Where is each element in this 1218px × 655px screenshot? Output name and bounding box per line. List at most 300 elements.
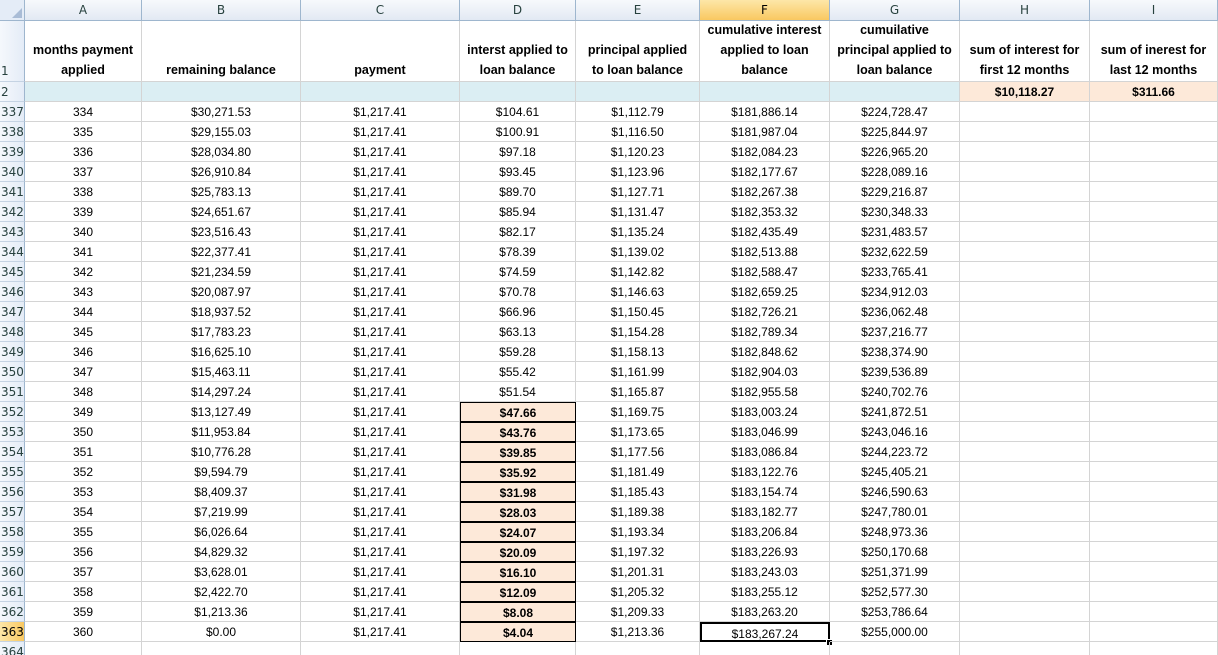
- cell-d-359[interactable]: $20.09: [460, 542, 576, 562]
- cell-e-345[interactable]: $1,142.82: [576, 262, 700, 282]
- cell-b-363[interactable]: $0.00: [142, 622, 301, 642]
- cell-g-344[interactable]: $232,622.59: [830, 242, 960, 262]
- cell-i-345[interactable]: [1090, 262, 1218, 282]
- cell-b-339[interactable]: $28,034.80: [142, 142, 301, 162]
- cell-f-360[interactable]: $183,243.03: [700, 562, 830, 582]
- cell-d-353[interactable]: $43.76: [460, 422, 576, 442]
- row-header-358[interactable]: 358: [0, 522, 25, 542]
- cell-g-347[interactable]: $236,062.48: [830, 302, 960, 322]
- column-header-b[interactable]: B: [142, 0, 301, 21]
- cell-a-341[interactable]: 338: [25, 182, 142, 202]
- cell-h-348[interactable]: [960, 322, 1090, 342]
- cell-g-359[interactable]: $250,170.68: [830, 542, 960, 562]
- column-header-d[interactable]: D: [460, 0, 576, 21]
- row-header-356[interactable]: 356: [0, 482, 25, 502]
- cell-g-361[interactable]: $252,577.30: [830, 582, 960, 602]
- cell-d-345[interactable]: $74.59: [460, 262, 576, 282]
- cell-a-354[interactable]: 351: [25, 442, 142, 462]
- cell-d-341[interactable]: $89.70: [460, 182, 576, 202]
- cell-i-349[interactable]: [1090, 342, 1218, 362]
- cell-e-357[interactable]: $1,189.38: [576, 502, 700, 522]
- row-header-361[interactable]: 361: [0, 582, 25, 602]
- row-header-355[interactable]: 355: [0, 462, 25, 482]
- cell-d-351[interactable]: $51.54: [460, 382, 576, 402]
- cell-e-347[interactable]: $1,150.45: [576, 302, 700, 322]
- cell-a-339[interactable]: 336: [25, 142, 142, 162]
- cell-d-348[interactable]: $63.13: [460, 322, 576, 342]
- cell-h-357[interactable]: [960, 502, 1090, 522]
- cell-e-350[interactable]: $1,161.99: [576, 362, 700, 382]
- cell-f-355[interactable]: $183,122.76: [700, 462, 830, 482]
- cell-d-354[interactable]: $39.85: [460, 442, 576, 462]
- cell-e-337[interactable]: $1,112.79: [576, 102, 700, 122]
- cell-f-344[interactable]: $182,513.88: [700, 242, 830, 262]
- cell-f-338[interactable]: $181,987.04: [700, 122, 830, 142]
- cell-b-355[interactable]: $9,594.79: [142, 462, 301, 482]
- band-cell-b[interactable]: [142, 82, 301, 102]
- cell-h-362[interactable]: [960, 602, 1090, 622]
- cell-c-350[interactable]: $1,217.41: [301, 362, 460, 382]
- row-header-2[interactable]: 2: [0, 82, 25, 102]
- cell-a-350[interactable]: 347: [25, 362, 142, 382]
- row-header-346[interactable]: 346: [0, 282, 25, 302]
- cell-a-364[interactable]: [25, 642, 142, 655]
- cell-a-361[interactable]: 358: [25, 582, 142, 602]
- cell-e-361[interactable]: $1,205.32: [576, 582, 700, 602]
- cell-i-353[interactable]: [1090, 422, 1218, 442]
- cell-a-360[interactable]: 357: [25, 562, 142, 582]
- cell-i-347[interactable]: [1090, 302, 1218, 322]
- row-header-337[interactable]: 337: [0, 102, 25, 122]
- band-cell-a[interactable]: [25, 82, 142, 102]
- cell-e-339[interactable]: $1,120.23: [576, 142, 700, 162]
- cell-a-337[interactable]: 334: [25, 102, 142, 122]
- cell-g-356[interactable]: $246,590.63: [830, 482, 960, 502]
- cell-a-352[interactable]: 349: [25, 402, 142, 422]
- cell-f-363[interactable]: $183,267.24: [700, 622, 830, 642]
- cell-f-351[interactable]: $182,955.58: [700, 382, 830, 402]
- cell-b-364[interactable]: [142, 642, 301, 655]
- cell-i-355[interactable]: [1090, 462, 1218, 482]
- cell-c-361[interactable]: $1,217.41: [301, 582, 460, 602]
- cell-b-356[interactable]: $8,409.37: [142, 482, 301, 502]
- last-12-months-interest-sum[interactable]: $311.66: [1090, 82, 1218, 102]
- cell-i-348[interactable]: [1090, 322, 1218, 342]
- cell-i-340[interactable]: [1090, 162, 1218, 182]
- cell-b-361[interactable]: $2,422.70: [142, 582, 301, 602]
- cell-g-358[interactable]: $248,973.36: [830, 522, 960, 542]
- column-header-g[interactable]: G: [830, 0, 960, 21]
- cell-c-354[interactable]: $1,217.41: [301, 442, 460, 462]
- cell-c-339[interactable]: $1,217.41: [301, 142, 460, 162]
- cell-a-343[interactable]: 340: [25, 222, 142, 242]
- row-header-364[interactable]: 364: [0, 642, 25, 655]
- cell-a-348[interactable]: 345: [25, 322, 142, 342]
- row-header-354[interactable]: 354: [0, 442, 25, 462]
- cell-a-340[interactable]: 337: [25, 162, 142, 182]
- row-header-342[interactable]: 342: [0, 202, 25, 222]
- header-cell-i[interactable]: [1090, 21, 1218, 82]
- row-header-353[interactable]: 353: [0, 422, 25, 442]
- cell-i-363[interactable]: [1090, 622, 1218, 642]
- cell-d-340[interactable]: $93.45: [460, 162, 576, 182]
- column-header-a[interactable]: A: [25, 0, 142, 21]
- cell-b-349[interactable]: $16,625.10: [142, 342, 301, 362]
- cell-c-344[interactable]: $1,217.41: [301, 242, 460, 262]
- cell-g-355[interactable]: $245,405.21: [830, 462, 960, 482]
- cell-f-352[interactable]: $183,003.24: [700, 402, 830, 422]
- cell-i-354[interactable]: [1090, 442, 1218, 462]
- cell-f-348[interactable]: $182,789.34: [700, 322, 830, 342]
- cell-e-340[interactable]: $1,123.96: [576, 162, 700, 182]
- cell-a-353[interactable]: 350: [25, 422, 142, 442]
- cell-i-339[interactable]: [1090, 142, 1218, 162]
- cell-d-346[interactable]: $70.78: [460, 282, 576, 302]
- cell-c-342[interactable]: $1,217.41: [301, 202, 460, 222]
- column-header-c[interactable]: C: [301, 0, 460, 21]
- cell-c-358[interactable]: $1,217.41: [301, 522, 460, 542]
- cell-a-359[interactable]: 356: [25, 542, 142, 562]
- cell-h-344[interactable]: [960, 242, 1090, 262]
- cell-e-363[interactable]: $1,213.36: [576, 622, 700, 642]
- cell-g-357[interactable]: $247,780.01: [830, 502, 960, 522]
- cell-g-342[interactable]: $230,348.33: [830, 202, 960, 222]
- cell-a-347[interactable]: 344: [25, 302, 142, 322]
- cell-c-364[interactable]: [301, 642, 460, 655]
- cell-e-358[interactable]: $1,193.34: [576, 522, 700, 542]
- cell-b-352[interactable]: $13,127.49: [142, 402, 301, 422]
- cell-g-345[interactable]: $233,765.41: [830, 262, 960, 282]
- select-all-corner[interactable]: [0, 0, 25, 21]
- cell-i-364[interactable]: [1090, 642, 1218, 655]
- cell-e-346[interactable]: $1,146.63: [576, 282, 700, 302]
- cell-g-363[interactable]: $255,000.00: [830, 622, 960, 642]
- cell-h-360[interactable]: [960, 562, 1090, 582]
- row-header-363[interactable]: 363: [0, 622, 25, 642]
- cell-e-351[interactable]: $1,165.87: [576, 382, 700, 402]
- band-cell-f[interactable]: [700, 82, 830, 102]
- cell-e-343[interactable]: $1,135.24: [576, 222, 700, 242]
- cell-g-350[interactable]: $239,536.89: [830, 362, 960, 382]
- cell-d-343[interactable]: $82.17: [460, 222, 576, 242]
- cell-h-338[interactable]: [960, 122, 1090, 142]
- cell-d-364[interactable]: [460, 642, 576, 655]
- cell-h-355[interactable]: [960, 462, 1090, 482]
- cell-f-364[interactable]: [700, 642, 830, 655]
- cell-f-350[interactable]: $182,904.03: [700, 362, 830, 382]
- cell-c-353[interactable]: $1,217.41: [301, 422, 460, 442]
- cell-d-358[interactable]: $24.07: [460, 522, 576, 542]
- cell-d-352[interactable]: $47.66: [460, 402, 576, 422]
- cell-b-345[interactable]: $21,234.59: [142, 262, 301, 282]
- header-cell-f[interactable]: [700, 21, 830, 82]
- column-header-i[interactable]: I: [1090, 0, 1218, 21]
- cell-i-357[interactable]: [1090, 502, 1218, 522]
- cell-h-349[interactable]: [960, 342, 1090, 362]
- cell-a-338[interactable]: 335: [25, 122, 142, 142]
- cell-d-338[interactable]: $100.91: [460, 122, 576, 142]
- cell-e-360[interactable]: $1,201.31: [576, 562, 700, 582]
- cell-f-362[interactable]: $183,263.20: [700, 602, 830, 622]
- cell-h-346[interactable]: [960, 282, 1090, 302]
- first-12-months-interest-sum[interactable]: $10,118.27: [960, 82, 1090, 102]
- cell-g-352[interactable]: $241,872.51: [830, 402, 960, 422]
- cell-a-349[interactable]: 346: [25, 342, 142, 362]
- cell-c-345[interactable]: $1,217.41: [301, 262, 460, 282]
- cell-b-341[interactable]: $25,783.13: [142, 182, 301, 202]
- row-header-348[interactable]: 348: [0, 322, 25, 342]
- cell-i-351[interactable]: [1090, 382, 1218, 402]
- cell-a-345[interactable]: 342: [25, 262, 142, 282]
- row-header-360[interactable]: 360: [0, 562, 25, 582]
- row-header-347[interactable]: 347: [0, 302, 25, 322]
- row-header-345[interactable]: 345: [0, 262, 25, 282]
- row-header-343[interactable]: 343: [0, 222, 25, 242]
- cell-b-360[interactable]: $3,628.01: [142, 562, 301, 582]
- cell-g-341[interactable]: $229,216.87: [830, 182, 960, 202]
- row-header-1[interactable]: 1: [0, 21, 25, 82]
- cell-d-356[interactable]: $31.98: [460, 482, 576, 502]
- cell-h-358[interactable]: [960, 522, 1090, 542]
- cell-b-357[interactable]: $7,219.99: [142, 502, 301, 522]
- cell-f-341[interactable]: $182,267.38: [700, 182, 830, 202]
- cell-c-357[interactable]: $1,217.41: [301, 502, 460, 522]
- cell-f-357[interactable]: $183,182.77: [700, 502, 830, 522]
- cell-b-346[interactable]: $20,087.97: [142, 282, 301, 302]
- cell-c-341[interactable]: $1,217.41: [301, 182, 460, 202]
- cell-e-359[interactable]: $1,197.32: [576, 542, 700, 562]
- cell-d-363[interactable]: $4.04: [460, 622, 576, 642]
- cell-i-356[interactable]: [1090, 482, 1218, 502]
- column-header-h[interactable]: H: [960, 0, 1090, 21]
- cell-h-341[interactable]: [960, 182, 1090, 202]
- header-cell-a[interactable]: [25, 21, 142, 82]
- cell-h-359[interactable]: [960, 542, 1090, 562]
- cell-b-351[interactable]: $14,297.24: [142, 382, 301, 402]
- band-cell-e[interactable]: [576, 82, 700, 102]
- header-cell-b[interactable]: [142, 21, 301, 82]
- cell-d-360[interactable]: $16.10: [460, 562, 576, 582]
- cell-c-356[interactable]: $1,217.41: [301, 482, 460, 502]
- cell-g-353[interactable]: $243,046.16: [830, 422, 960, 442]
- cell-f-340[interactable]: $182,177.67: [700, 162, 830, 182]
- cell-d-342[interactable]: $85.94: [460, 202, 576, 222]
- cell-b-353[interactable]: $11,953.84: [142, 422, 301, 442]
- row-header-344[interactable]: 344: [0, 242, 25, 262]
- cell-f-356[interactable]: $183,154.74: [700, 482, 830, 502]
- cell-f-361[interactable]: $183,255.12: [700, 582, 830, 602]
- cell-e-341[interactable]: $1,127.71: [576, 182, 700, 202]
- cell-h-354[interactable]: [960, 442, 1090, 462]
- cell-d-349[interactable]: $59.28: [460, 342, 576, 362]
- cell-g-349[interactable]: $238,374.90: [830, 342, 960, 362]
- cell-g-362[interactable]: $253,786.64: [830, 602, 960, 622]
- row-header-357[interactable]: 357: [0, 502, 25, 522]
- cell-a-351[interactable]: 348: [25, 382, 142, 402]
- header-cell-h[interactable]: [960, 21, 1090, 82]
- cell-f-343[interactable]: $182,435.49: [700, 222, 830, 242]
- cell-i-341[interactable]: [1090, 182, 1218, 202]
- cell-a-346[interactable]: 343: [25, 282, 142, 302]
- cell-a-363[interactable]: 360: [25, 622, 142, 642]
- header-cell-c[interactable]: [301, 21, 460, 82]
- cell-d-357[interactable]: $28.03: [460, 502, 576, 522]
- cell-a-356[interactable]: 353: [25, 482, 142, 502]
- cell-i-358[interactable]: [1090, 522, 1218, 542]
- cell-c-351[interactable]: $1,217.41: [301, 382, 460, 402]
- cell-h-351[interactable]: [960, 382, 1090, 402]
- cell-b-359[interactable]: $4,829.32: [142, 542, 301, 562]
- cell-c-347[interactable]: $1,217.41: [301, 302, 460, 322]
- cell-f-359[interactable]: $183,226.93: [700, 542, 830, 562]
- cell-c-338[interactable]: $1,217.41: [301, 122, 460, 142]
- cell-h-337[interactable]: [960, 102, 1090, 122]
- row-header-352[interactable]: 352: [0, 402, 25, 422]
- header-cell-e[interactable]: [576, 21, 700, 82]
- cell-h-364[interactable]: [960, 642, 1090, 655]
- cell-f-339[interactable]: $182,084.23: [700, 142, 830, 162]
- cell-g-340[interactable]: $228,089.16: [830, 162, 960, 182]
- cell-g-351[interactable]: $240,702.76: [830, 382, 960, 402]
- cell-b-343[interactable]: $23,516.43: [142, 222, 301, 242]
- cell-d-350[interactable]: $55.42: [460, 362, 576, 382]
- row-header-350[interactable]: 350: [0, 362, 25, 382]
- cell-e-355[interactable]: $1,181.49: [576, 462, 700, 482]
- cell-e-344[interactable]: $1,139.02: [576, 242, 700, 262]
- column-header-e[interactable]: E: [576, 0, 700, 21]
- cell-b-358[interactable]: $6,026.64: [142, 522, 301, 542]
- cell-d-337[interactable]: $104.61: [460, 102, 576, 122]
- cell-e-356[interactable]: $1,185.43: [576, 482, 700, 502]
- cell-g-343[interactable]: $231,483.57: [830, 222, 960, 242]
- cell-i-352[interactable]: [1090, 402, 1218, 422]
- row-header-351[interactable]: 351: [0, 382, 25, 402]
- row-header-338[interactable]: 338: [0, 122, 25, 142]
- cell-e-349[interactable]: $1,158.13: [576, 342, 700, 362]
- cell-c-362[interactable]: $1,217.41: [301, 602, 460, 622]
- cell-a-342[interactable]: 339: [25, 202, 142, 222]
- cell-c-348[interactable]: $1,217.41: [301, 322, 460, 342]
- cell-h-343[interactable]: [960, 222, 1090, 242]
- cell-f-346[interactable]: $182,659.25: [700, 282, 830, 302]
- cell-c-349[interactable]: $1,217.41: [301, 342, 460, 362]
- cell-b-348[interactable]: $17,783.23: [142, 322, 301, 342]
- cell-b-350[interactable]: $15,463.11: [142, 362, 301, 382]
- column-header-f[interactable]: F: [700, 0, 830, 21]
- cell-c-355[interactable]: $1,217.41: [301, 462, 460, 482]
- cell-i-359[interactable]: [1090, 542, 1218, 562]
- cell-f-354[interactable]: $183,086.84: [700, 442, 830, 462]
- band-cell-d[interactable]: [460, 82, 576, 102]
- cell-h-361[interactable]: [960, 582, 1090, 602]
- cell-c-359[interactable]: $1,217.41: [301, 542, 460, 562]
- row-header-359[interactable]: 359: [0, 542, 25, 562]
- cell-b-338[interactable]: $29,155.03: [142, 122, 301, 142]
- cell-b-344[interactable]: $22,377.41: [142, 242, 301, 262]
- cell-c-343[interactable]: $1,217.41: [301, 222, 460, 242]
- cell-i-342[interactable]: [1090, 202, 1218, 222]
- cell-i-350[interactable]: [1090, 362, 1218, 382]
- cell-h-340[interactable]: [960, 162, 1090, 182]
- cell-a-355[interactable]: 352: [25, 462, 142, 482]
- cell-g-354[interactable]: $244,223.72: [830, 442, 960, 462]
- cell-g-346[interactable]: $234,912.03: [830, 282, 960, 302]
- cell-h-345[interactable]: [960, 262, 1090, 282]
- cell-c-363[interactable]: $1,217.41: [301, 622, 460, 642]
- cell-e-364[interactable]: [576, 642, 700, 655]
- cell-a-362[interactable]: 359: [25, 602, 142, 622]
- cell-g-348[interactable]: $237,216.77: [830, 322, 960, 342]
- cell-e-353[interactable]: $1,173.65: [576, 422, 700, 442]
- cell-h-353[interactable]: [960, 422, 1090, 442]
- cell-b-342[interactable]: $24,651.67: [142, 202, 301, 222]
- cell-b-340[interactable]: $26,910.84: [142, 162, 301, 182]
- cell-d-339[interactable]: $97.18: [460, 142, 576, 162]
- cell-c-337[interactable]: $1,217.41: [301, 102, 460, 122]
- cell-h-350[interactable]: [960, 362, 1090, 382]
- cell-d-344[interactable]: $78.39: [460, 242, 576, 262]
- cell-f-358[interactable]: $183,206.84: [700, 522, 830, 542]
- cell-a-358[interactable]: 355: [25, 522, 142, 542]
- cell-g-360[interactable]: $251,371.99: [830, 562, 960, 582]
- cell-i-343[interactable]: [1090, 222, 1218, 242]
- cell-f-345[interactable]: $182,588.47: [700, 262, 830, 282]
- cell-g-364[interactable]: [830, 642, 960, 655]
- cell-b-347[interactable]: $18,937.52: [142, 302, 301, 322]
- cell-d-362[interactable]: $8.08: [460, 602, 576, 622]
- cell-g-338[interactable]: $225,844.97: [830, 122, 960, 142]
- cell-h-363[interactable]: [960, 622, 1090, 642]
- cell-d-347[interactable]: $66.96: [460, 302, 576, 322]
- cell-f-342[interactable]: $182,353.32: [700, 202, 830, 222]
- row-header-349[interactable]: 349: [0, 342, 25, 362]
- cell-e-354[interactable]: $1,177.56: [576, 442, 700, 462]
- cell-i-344[interactable]: [1090, 242, 1218, 262]
- cell-f-353[interactable]: $183,046.99: [700, 422, 830, 442]
- cell-g-337[interactable]: $224,728.47: [830, 102, 960, 122]
- cell-i-338[interactable]: [1090, 122, 1218, 142]
- cell-c-346[interactable]: $1,217.41: [301, 282, 460, 302]
- cell-b-362[interactable]: $1,213.36: [142, 602, 301, 622]
- cell-a-344[interactable]: 341: [25, 242, 142, 262]
- cell-h-352[interactable]: [960, 402, 1090, 422]
- cell-i-337[interactable]: [1090, 102, 1218, 122]
- band-cell-c[interactable]: [301, 82, 460, 102]
- band-cell-g[interactable]: [830, 82, 960, 102]
- cell-h-347[interactable]: [960, 302, 1090, 322]
- cell-e-348[interactable]: $1,154.28: [576, 322, 700, 342]
- cell-a-357[interactable]: 354: [25, 502, 142, 522]
- cell-e-352[interactable]: $1,169.75: [576, 402, 700, 422]
- cell-h-356[interactable]: [960, 482, 1090, 502]
- cell-d-361[interactable]: $12.09: [460, 582, 576, 602]
- cell-e-362[interactable]: $1,209.33: [576, 602, 700, 622]
- header-cell-d[interactable]: [460, 21, 576, 82]
- cell-f-337[interactable]: $181,886.14: [700, 102, 830, 122]
- cell-b-354[interactable]: $10,776.28: [142, 442, 301, 462]
- header-cell-g[interactable]: [830, 21, 960, 82]
- cell-h-339[interactable]: [960, 142, 1090, 162]
- row-header-339[interactable]: 339: [0, 142, 25, 162]
- cell-b-337[interactable]: $30,271.53: [142, 102, 301, 122]
- cell-c-352[interactable]: $1,217.41: [301, 402, 460, 422]
- cell-i-360[interactable]: [1090, 562, 1218, 582]
- cell-g-339[interactable]: $226,965.20: [830, 142, 960, 162]
- cell-e-338[interactable]: $1,116.50: [576, 122, 700, 142]
- cell-h-342[interactable]: [960, 202, 1090, 222]
- row-header-362[interactable]: 362: [0, 602, 25, 622]
- cell-f-349[interactable]: $182,848.62: [700, 342, 830, 362]
